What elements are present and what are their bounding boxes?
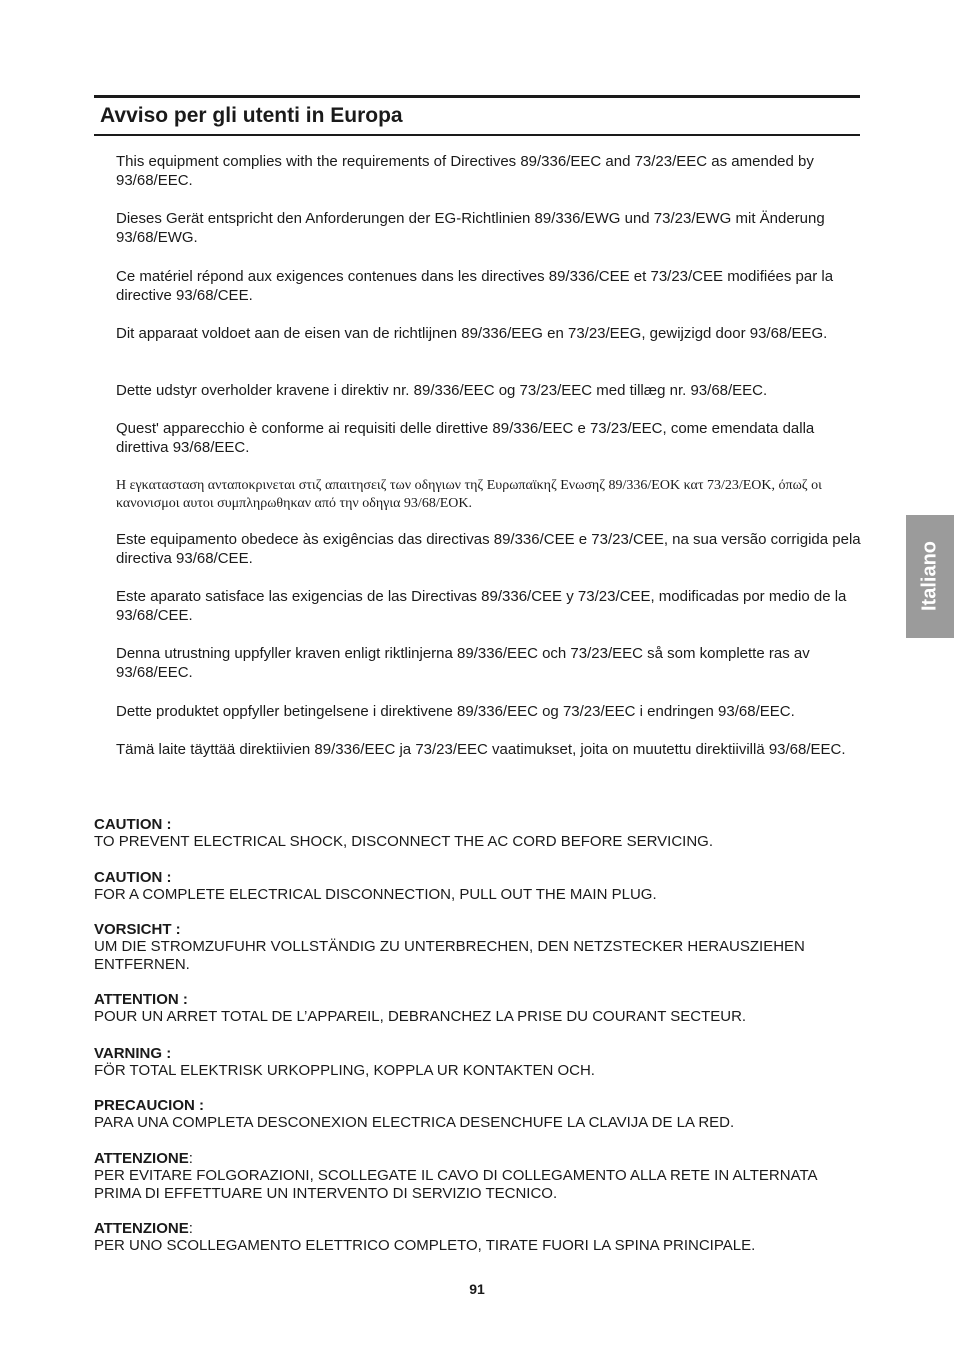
warning-text: UM DIE STROMZUFUHR VOLLSTÄNDIG ZU UNTERBRECHEN, DEN NETZSTECKER HERAUSZIEHEN ENTFERNEN. [94, 938, 805, 973]
compliance-paragraph-en: This equipment complies with the requirements of Directives 89/336/EEC and 73/23/EEC as amended by 93/68/EEC. [116, 153, 814, 189]
compliance-paragraph-da: Dette udstyr overholder kravene i direktiv nr. 89/336/EEC og 73/23/EEC med tillæg nr. 93/68/EEC. [116, 382, 768, 399]
warning-heading: ATTENZIONE: [94, 1220, 193, 1237]
warning-text: PARA UNA COMPLETA DESCONEXION ELECTRICA DESENCHUFE LA CLAVIJA DE LA RED. [94, 1114, 735, 1131]
warning-block [94, 816, 864, 851]
page-number: 91 [469, 1281, 485, 1297]
page-title: Avviso per gli utenti in Europa [100, 104, 403, 127]
compliance-paragraph-it: Quest' apparecchio è conforme ai requisiti delle direttive 89/336/EEC e 73/23/EEC, come emendata dalla direttiva 93/68/EEC. [116, 420, 815, 456]
language-tab-label: Italiano [918, 540, 941, 612]
language-side-tab [906, 515, 954, 638]
warning-heading: PRECAUCION : [94, 1097, 205, 1114]
warning-text: FÖR TOTAL ELEKTRISK URKOPPLING, KOPPLA UR KONTAKTEN OCH. [94, 1062, 595, 1079]
compliance-paragraph-pt: Este equipamento obedece às exigências das directivas 89/336/CEE e 73/23/CEE, na sua versão corrigida pela directiva 93/68/CEE. [116, 531, 861, 567]
warning-block [94, 1220, 864, 1255]
title-bar [94, 95, 860, 136]
compliance-paragraph-sv: Denna utrustning uppfyller kraven enligt riktlinjerna 89/336/EEC och 73/23/EEC så som komplette ras av 93/68/EEC. [116, 645, 810, 681]
warning-block [94, 1097, 864, 1132]
warning-block [94, 1045, 864, 1080]
compliance-paragraph-fr: Ce matériel répond aux exigences contenues dans les directives 89/336/CEE et 73/23/CEE modifiées par la directive 93/68/CEE. [116, 268, 834, 304]
warning-heading: CAUTION : [94, 816, 172, 833]
warning-block [94, 921, 864, 974]
warning-text: PER EVITARE FOLGORAZIONI, SCOLLEGATE IL CAVO DI COLLEGAMENTO ALLA RETE IN ALTERNATA PRIMA DI EFFETTUARE UN INTERVENTO DI SERVIZIO TECNICO. [94, 1167, 817, 1202]
warning-text: POUR UN ARRET TOTAL DE L’APPAREIL, DEBRANCHEZ LA PRISE DU COURANT SECTEUR. [94, 1008, 747, 1025]
warning-heading: VORSICHT : [94, 921, 181, 938]
compliance-paragraph-nl: Dit apparaat voldoet aan de eisen van de richtlijnen 89/336/EEG en 73/23/EEG, gewijzigd door 93/68/EEG. [116, 325, 828, 342]
warning-block [94, 991, 864, 1026]
warning-heading: ATTENTION : [94, 991, 188, 1008]
warning-heading: VARNING : [94, 1045, 172, 1062]
warning-block [94, 869, 864, 904]
warning-block [94, 1150, 864, 1203]
compliance-paragraph-de: Dieses Gerät entspricht den Anforderungen der EG-Richtlinien 89/336/EWG und 73/23/EWG mit Änderung 93/68/EWG. [116, 210, 825, 246]
compliance-paragraph-no: Dette produktet oppfyller betingelsene i direktivene 89/336/EEC og 73/23/EEC i endringen 93/68/EEC. [116, 703, 795, 720]
warning-heading: CAUTION : [94, 869, 172, 886]
warning-heading: ATTENZIONE: [94, 1150, 193, 1167]
compliance-paragraph-es: Este aparato satisface las exigencias de las Directivas 89/336/CEE y 73/23/CEE, modificadas por medio de la 93/68/CEE. [116, 588, 847, 624]
compliance-paragraph-el: Η εγκατασταση ανταποκρινεται στιζ απαιτησειζ των οδηγιων τηζ Ευρωπαϊκηζ Ενωσηζ 89/336/ΕΟΚ κατ 73/23/ΕΟΚ, όπωζ οι κανονισμοι αυτοι συμπληρωθηκαν από την οδηγια 93/68/ΕΟΚ. [116, 478, 822, 511]
warning-text: TO PREVENT ELECTRICAL SHOCK, DISCONNECT THE AC CORD BEFORE SERVICING. [94, 833, 714, 850]
compliance-paragraph-fi: Tämä laite täyttää direktiivien 89/336/EEC ja 73/23/EEC vaatimukset, joita on muutettu direktiivillä 93/68/EEC. [116, 741, 846, 758]
warning-text: FOR A COMPLETE ELECTRICAL DISCONNECTION, PULL OUT THE MAIN PLUG. [94, 886, 657, 903]
warning-text: PER UNO SCOLLEGAMENTO ELETTRICO COMPLETO, TIRATE FUORI LA SPINA PRINCIPALE. [94, 1237, 756, 1254]
